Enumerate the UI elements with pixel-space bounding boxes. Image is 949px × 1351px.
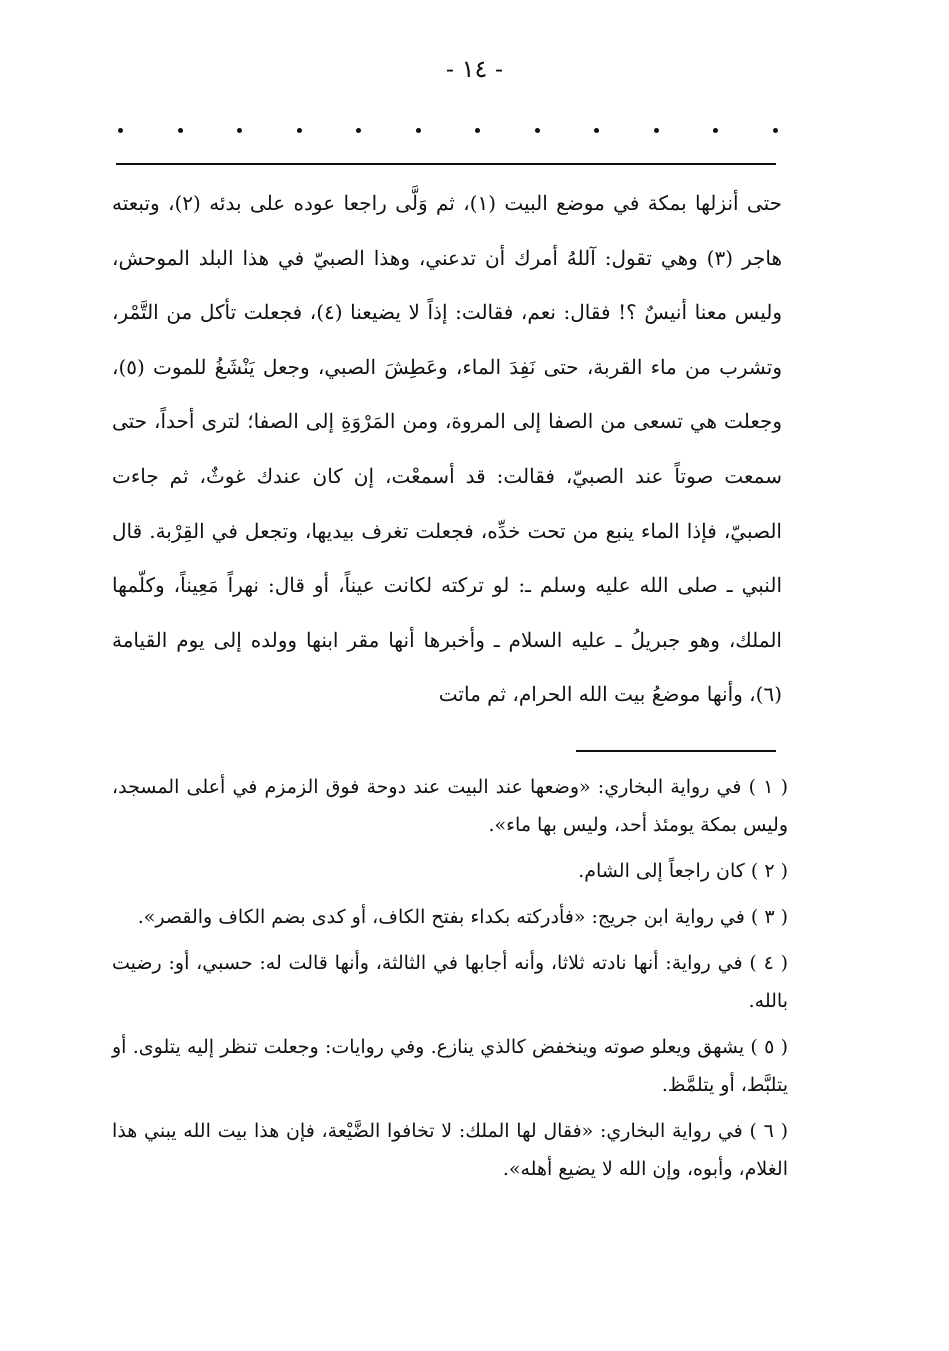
footnote-6: ( ٦ ) في رواية البخاري: «فقال لها الملك: لا تخافوا الضَّيْعة، فإن هذا بيت الله يبني هذا الغلام، وأبوه، وإن الله لا يضيع أهله». — [112, 1120, 788, 1180]
ornament-dot — [713, 128, 718, 133]
ornament-dot — [654, 128, 659, 133]
ornament-dot — [773, 128, 778, 133]
ornament-dot — [416, 128, 421, 133]
header-divider — [116, 163, 776, 165]
main-paragraph: حتى أنزلها بمكة في موضع البيت (١)، ثم وَلَّى راجعا عوده على بدئه (٢)، وتبعته هاجر (٣) وهي تقول: آللهُ أمرك أن تدعني، وهذا الصبيّ في هذا البلد الموحش، وليس معنا أنيسٌ ؟! فقال: نعم، فقالت: إذاً لا يضيعنا (٤)، فجعلت تأكل من التَّمْر، وتشرب من ماء القربة، حتى نَفِدَ الماء، وعَطِشَ الصبي، وجعل يَنْشَغُ للموت (٥)، وجعلت هي تسعى من الصفا إلى المروة، ومن المَرْوَةِ إلى الصفا؛ لترى أحداً، حتى سمعت صوتاً عند الصبيّ، فقالت: قد أسمعْت، إن كان عندك غوثٌ، ثم جاءت الصبيّ، فإذا الماء ينبع من تحت خدِّه، فجعلت تغرف بيديها، وتجعل في القِرْبة. قال النبي ـ صلى الله عليه وسلم ـ: لو تركته لكانت عيناً، أو قال: نهراً مَعِيناً، وكلّمها الملك، وهو جبريلُ ـ عليه السلام ـ وأخبرها أنها مقر ابنها وولده إلى يوم القيامة (٦)، وأنها موضعُ بيت الله الحرام، ثم ماتت — [112, 191, 782, 707]
ornament-dot — [535, 128, 540, 133]
ornament-dot — [475, 128, 480, 133]
ornament-dot — [297, 128, 302, 133]
ornament-dot — [178, 128, 183, 133]
footnote-5: ( ٥ ) يشهق ويعلو صوته وينخفض كالذي ينازع. وفي روايات: وجعلت تنظر إليه يتلوى. أو يتلبَّط، أو يتلمَّظ. — [112, 1036, 788, 1096]
footnote-3: ( ٣ ) في رواية ابن جريج: «فأدركته بكداء بفتح الكاف، أو كدى بضم الكاف والقصر». — [137, 906, 788, 928]
ornament-dot — [356, 128, 361, 133]
ornament-dot — [237, 128, 242, 133]
footnote-1: ( ١ ) في رواية البخاري: «وضعها عند البيت عند دوحة فوق الزمزم في أعلى المسجد، وليس بمكة يومئذ أحد، وليس بها ماء». — [112, 776, 789, 836]
page-number: - ١٤ - — [445, 55, 504, 83]
footnote-4: ( ٤ ) في رواية: أنها نادته ثلاثا، وأنه أجابها في الثالثة، وأنها قالت له: حسبي، أو: رضيت بالله. — [112, 952, 788, 1012]
footnotes-section — [112, 768, 788, 1196]
footnote-divider — [576, 750, 776, 752]
ornament-dots — [118, 128, 778, 133]
ornament-dot — [594, 128, 599, 133]
ornament-dot — [118, 128, 123, 133]
footnote-2: ( ٢ ) كان راجعاً إلى الشام. — [578, 860, 788, 882]
